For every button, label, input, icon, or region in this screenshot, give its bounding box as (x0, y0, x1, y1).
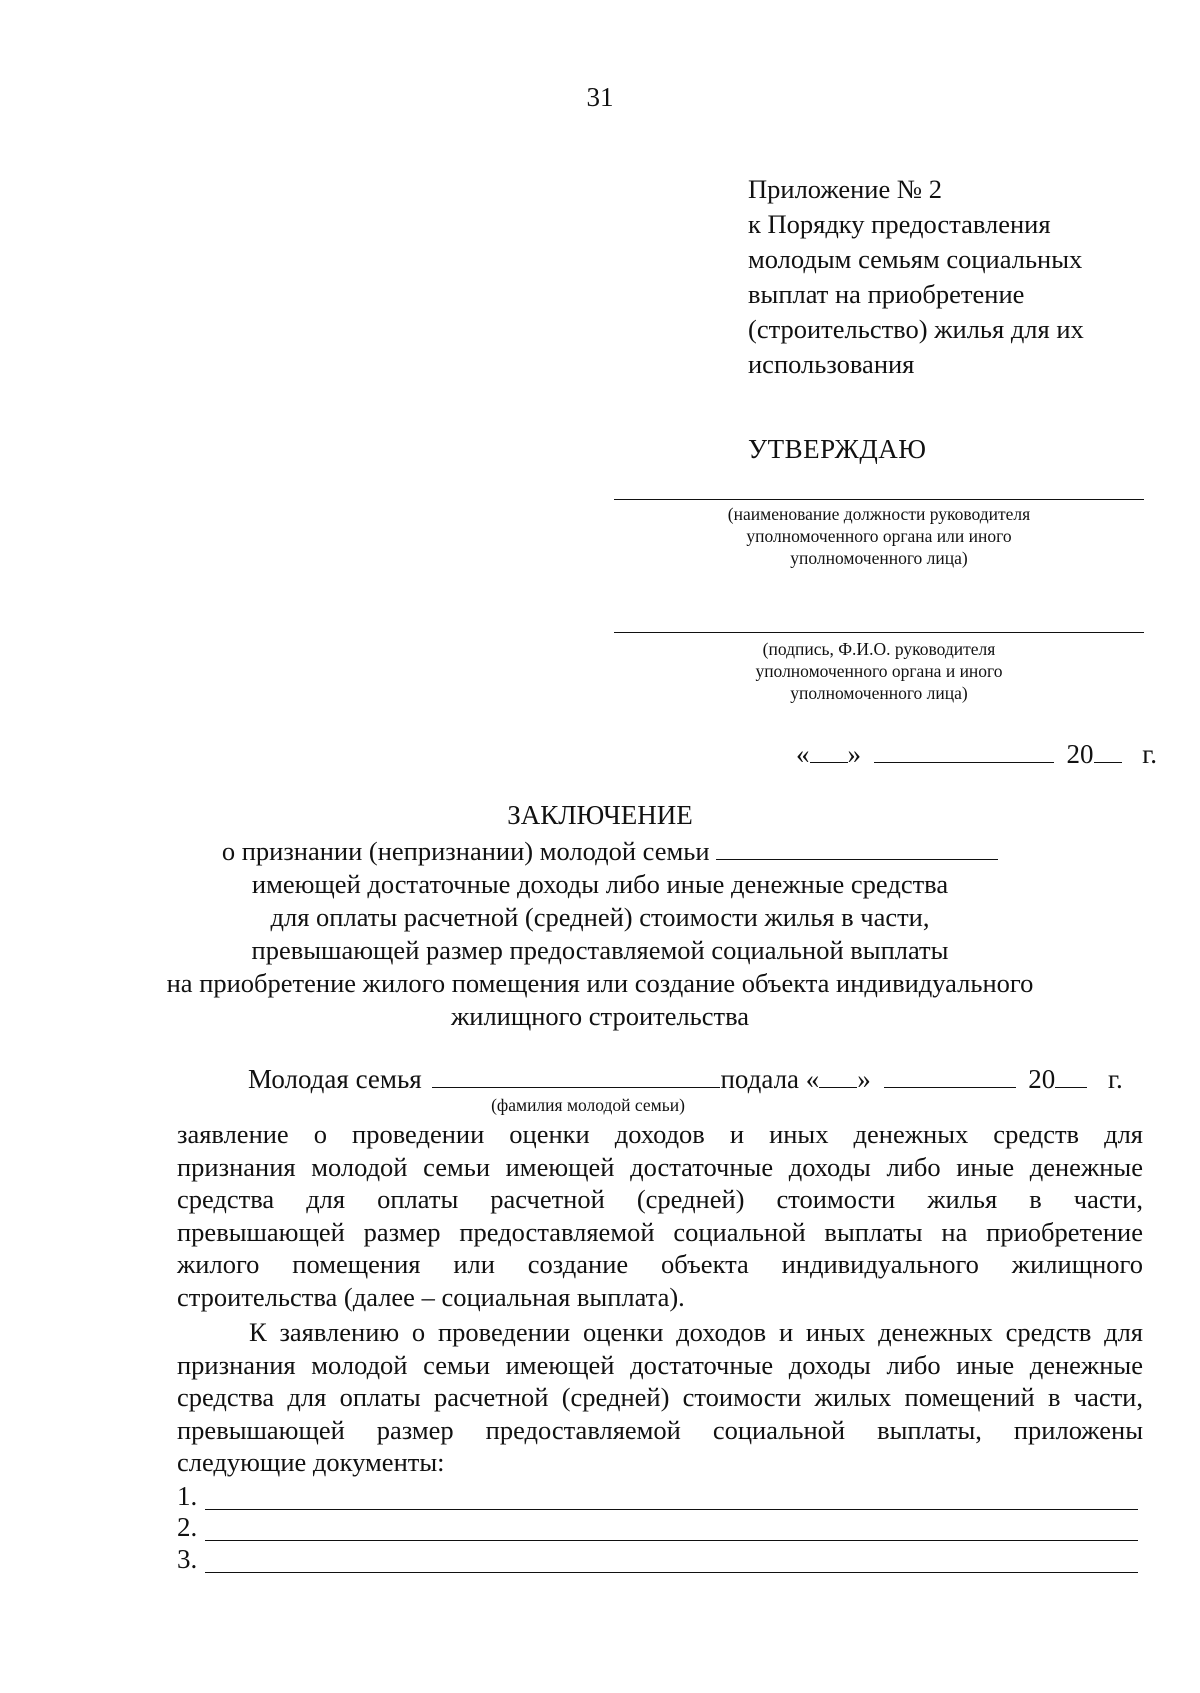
appendix-block (748, 172, 1084, 382)
document-subtitle (0, 835, 1200, 1033)
approver-signature-caption (614, 638, 1144, 704)
document-item-3-number: 3. (177, 1544, 198, 1574)
submission-day-field[interactable] (819, 1065, 857, 1088)
family-line (248, 1062, 1123, 1096)
document-item-1-field[interactable] (205, 1509, 1138, 1510)
family-label: Молодая семья (248, 1064, 422, 1094)
document-item-3-field[interactable] (205, 1572, 1138, 1573)
open-quote: « (796, 739, 810, 769)
close-quote: » (847, 739, 861, 769)
year-prefix: 20 (1066, 739, 1094, 769)
paragraph-line: признания молодой семьи имеющей достаточные доходы либо иные денежные (177, 1349, 1143, 1380)
paragraph-line: превышающей размер предоставляемой социальной выплаты, приложены (177, 1414, 1143, 1445)
approver-position-caption (614, 503, 1144, 569)
paragraph-line: К заявлению о проведении оценки доходов и иных денежных средств для (249, 1317, 1143, 1347)
subtitle-line: для оплаты расчетной (средней) стоимости жилья в части, (270, 902, 930, 932)
subtitle-line: превышающей размер предоставляемой социальной выплаты (251, 935, 949, 965)
appendix-line: молодым семьям социальных (748, 244, 1083, 274)
subtitle-text: о признании (непризнании) молодой семьи (221, 836, 710, 866)
caption-line: (наименование должности руководителя (727, 504, 1031, 524)
caption-line: уполномоченного органа или иного (746, 526, 1012, 546)
year-prefix: 20 (1028, 1064, 1056, 1094)
close-quote: » (857, 1064, 871, 1094)
year-suffix: г. (1142, 739, 1158, 769)
appendix-line: использования (748, 349, 915, 379)
paragraph-line: заявление о проведении оценки доходов и иных денежных средств для (177, 1119, 1143, 1149)
submission-month-field[interactable] (884, 1065, 1016, 1088)
subtitle-line: жилищного строительства (450, 1001, 750, 1031)
submission-year-field[interactable] (1055, 1065, 1087, 1088)
appendix-line: выплат на приобретение (748, 279, 1025, 309)
family-surname-caption: (фамилия молодой семьи) (491, 1095, 685, 1115)
approval-month-field[interactable] (874, 740, 1054, 763)
appendix-line: (строительство) жилья для их (748, 314, 1084, 344)
family-surname-field[interactable] (432, 1065, 720, 1088)
approval-day-field[interactable] (810, 740, 848, 763)
paragraph-2 (177, 1316, 1143, 1479)
approve-heading: УТВЕРЖДАЮ (748, 434, 927, 464)
document-item-1-number: 1. (177, 1481, 198, 1511)
caption-line: (подпись, Ф.И.О. руководителя (762, 639, 996, 659)
subtitle-line-1 (0, 835, 1200, 868)
approver-position-field[interactable] (614, 499, 1144, 500)
caption-line: уполномоченного лица) (790, 548, 968, 568)
approval-year-field[interactable] (1094, 740, 1122, 763)
caption-line: уполномоченного органа и иного (755, 661, 1003, 681)
document-item-2-number: 2. (177, 1512, 198, 1542)
year-suffix: г. (1108, 1064, 1123, 1094)
paragraph-line: признания молодой семьи имеющей достаточные доходы либо иные денежные (177, 1151, 1143, 1182)
paragraph-1 (177, 1118, 1143, 1313)
paragraph-line: следующие документы: (177, 1447, 445, 1477)
page-number: 31 (586, 82, 614, 112)
paragraph-line: превышающей размер предоставляемой социальной выплаты на приобретение (177, 1216, 1143, 1247)
submitted-label: подала « (720, 1064, 820, 1094)
paragraph-line: средства для оплаты расчетной (средней) стоимости жилых помещений в части, (177, 1382, 1143, 1412)
document-title: ЗАКЛЮЧЕНИЕ (507, 800, 693, 830)
appendix-line: к Порядку предоставления (748, 209, 1051, 239)
family-name-field[interactable] (716, 835, 998, 860)
document-item-2-field[interactable] (205, 1540, 1138, 1541)
subtitle-line: на приобретение жилого помещения или создание объекта индивидуального (166, 968, 1034, 998)
paragraph-line: жилого помещения или создание объекта индивидуального жилищного (177, 1249, 1143, 1279)
approver-signature-field[interactable] (614, 632, 1144, 633)
paragraph-line: средства для оплаты расчетной (средней) стоимости жилья в части, (177, 1184, 1143, 1214)
appendix-line: Приложение № 2 (748, 174, 943, 204)
caption-line: уполномоченного лица) (790, 683, 968, 703)
subtitle-line: имеющей достаточные доходы либо иные денежные средства (251, 869, 949, 899)
approval-date (796, 737, 1157, 771)
paragraph-line: строительства (далее – социальная выплата). (177, 1281, 685, 1312)
